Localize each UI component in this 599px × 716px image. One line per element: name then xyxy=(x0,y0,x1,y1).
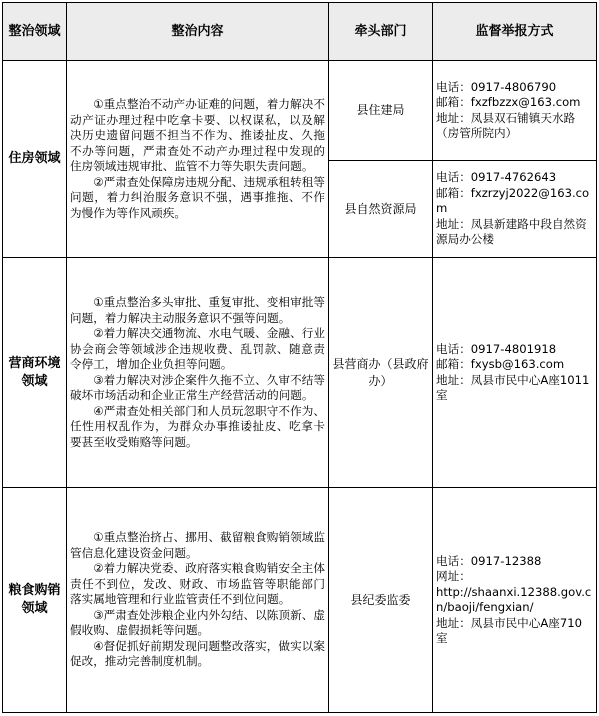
contact-phone: 电话：0917-4806790 xyxy=(436,79,557,94)
content-grain xyxy=(67,488,329,713)
contact-phone: 电话：0917-12388 xyxy=(436,553,542,568)
contact-phone: 电话：0917-4801918 xyxy=(436,341,557,356)
business-item-3: ③着力解决对涉企案件久拖不立、久审不结等破坏市场活动和企业正常生产经营活动的问题。 xyxy=(70,372,325,402)
business-item-1: ①重点整治多头审批、重复审批、变相审批等问题，着力解决主动服务意识不强等问题。 xyxy=(70,295,325,325)
content-business xyxy=(67,258,329,488)
contact-address: 地址：凤县市民中心A座1011室 xyxy=(436,372,590,402)
dept-discipline-commission: 县纪委监委 xyxy=(329,488,433,713)
contact-web-link[interactable]: http://shaanxi.12388.gov.cn/baoji/fengxian/ xyxy=(436,584,592,614)
contact-housing-construction xyxy=(433,61,597,161)
area-business: 营商环境领域 xyxy=(3,258,67,488)
contact-business-office xyxy=(433,258,597,488)
housing-row-1 xyxy=(3,61,597,161)
header-area: 整治领域 xyxy=(3,3,67,61)
header-row xyxy=(3,3,597,61)
contact-address: 地址：凤县市民中心A座710室 xyxy=(436,615,582,645)
contact-email: 邮箱：fxysb@163.com xyxy=(436,357,565,371)
grain-item-1: ①重点整治挤占、挪用、截留粮食购销领域监管信息化建设资金问题。 xyxy=(70,530,325,560)
housing-item-1: ①重点整治不动产办证难的问题，着力解决不动产证办理过程中吃拿卡要、以权谋私，以及解决历史遗留问题不担当不作为、推诿扯皮、久拖不办等问题，严肃查处不动产办理过程中发现的住房领域违规审批、监管不力等失职失责问题。 xyxy=(70,97,325,173)
grain-item-4: ④督促抓好前期发现问题整改落实，做实以案促改，推动完善制度机制。 xyxy=(70,638,325,669)
contact-web-label: 网址： xyxy=(436,569,471,583)
contact-phone: 电话：0917-4762643 xyxy=(436,170,557,185)
dept-natural-resources: 县自然资源局 xyxy=(329,161,433,258)
contact-natural-resources xyxy=(433,161,597,258)
contact-discipline-commission xyxy=(433,488,597,713)
content-housing xyxy=(67,61,329,258)
business-item-4: ④严肃查处相关部门和人员玩忽职守不作为、任性用权乱作为，为群众办事推诿扯皮、吃拿卡要甚至收受贿赂等问题。 xyxy=(70,403,325,449)
header-dept: 牵头部门 xyxy=(329,3,433,61)
contact-address: 地址：凤县新建路中段自然资源局办公楼 xyxy=(436,216,587,247)
dept-business-office: 县营商办（县政府办） xyxy=(329,258,433,488)
header-report: 监督举报方式 xyxy=(433,3,597,61)
header-content: 整治内容 xyxy=(67,3,329,61)
contact-email: 邮箱：fxzfbzzx@163.com xyxy=(436,95,581,109)
contact-email: 邮箱：fxzrzyj2022@163.com xyxy=(436,185,590,216)
dept-housing-construction: 县住建局 xyxy=(329,61,433,161)
grain-item-2: ②着力解决党委、政府落实粮食购销安全主体责任不到位，发改、财政、市场监管等职能部门落实属地管理和行业监管责任不到位问题。 xyxy=(70,561,325,607)
business-item-2: ②着力解决交通物流、水电气暖、金融、行业协会商会等领域涉企违规收费、乱罚款、随意责令停工，增加企业负担等问题。 xyxy=(70,326,325,371)
area-grain: 粮食购销领域 xyxy=(3,488,67,713)
contact-address: 地址：凤县双石铺镇天水路（房管所院内） xyxy=(436,110,576,140)
area-housing: 住房领域 xyxy=(3,61,67,258)
housing-item-2: ②严肃查处保障房违规分配、违规承租转租等问题，着力纠治服务意识不强，遇事推拖、不作为慢作为等作风顽疾。 xyxy=(70,174,325,220)
business-row xyxy=(3,258,597,488)
grain-row xyxy=(3,488,597,713)
supervision-table xyxy=(2,2,597,713)
grain-item-3: ③严肃查处涉粮企业内外勾结、以陈顶新、虚假收购、虚假损耗等问题。 xyxy=(70,607,325,638)
